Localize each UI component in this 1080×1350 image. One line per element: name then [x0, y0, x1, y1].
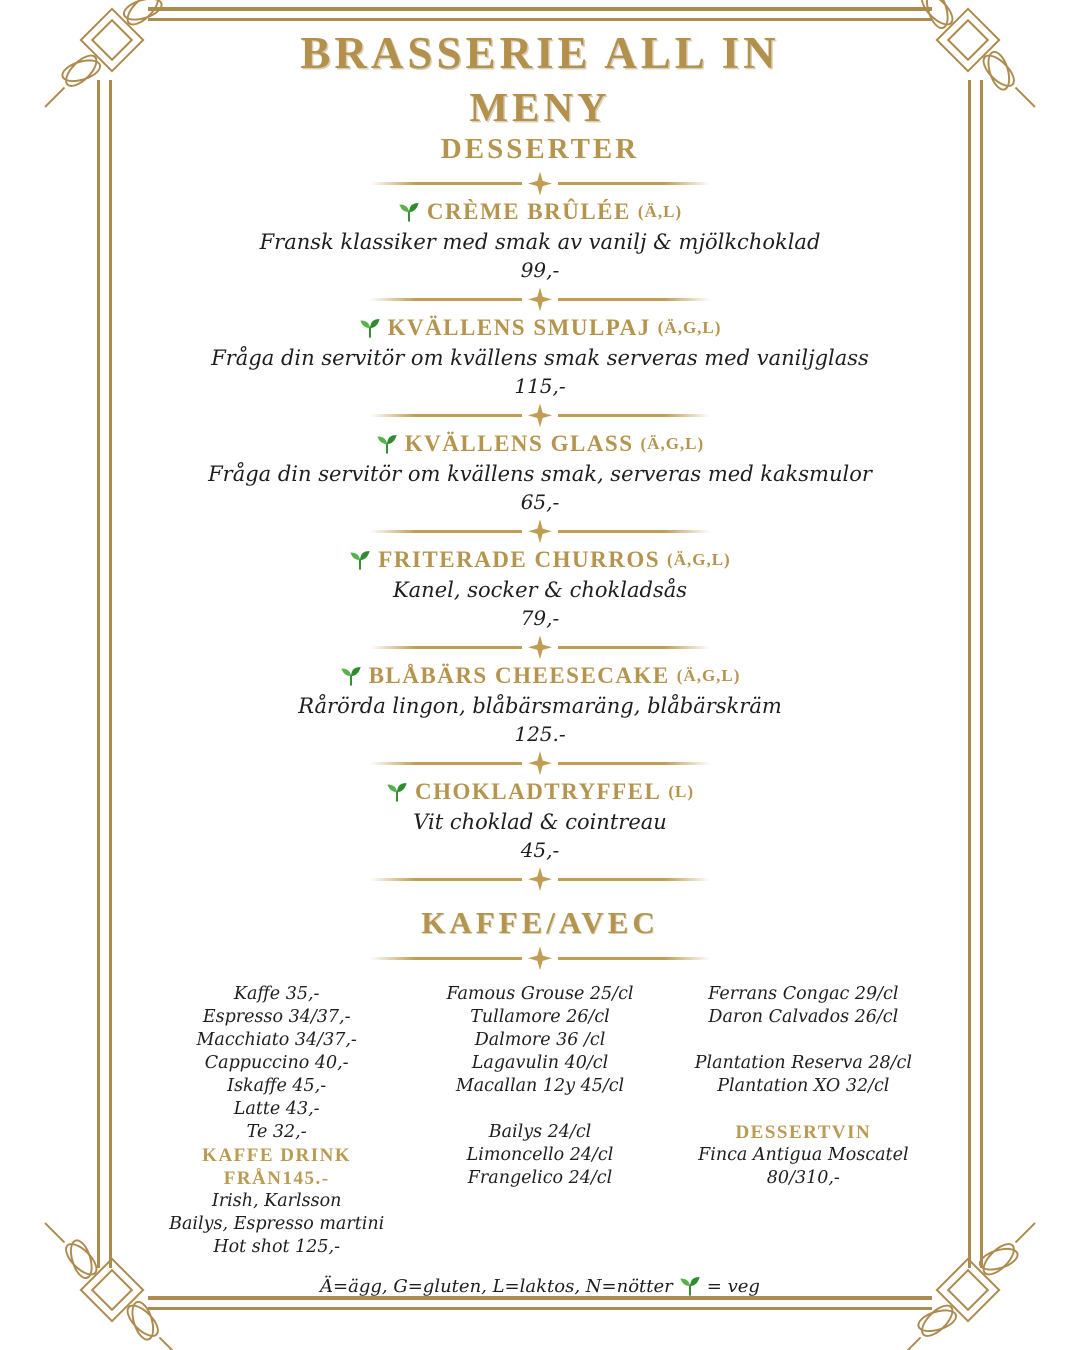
diamond-icon — [528, 867, 552, 891]
dessert-allergens: (Ä,L) — [637, 202, 683, 222]
section-title-kaffe-avec: KAFFE/AVEC — [421, 905, 659, 941]
dessert-name: KVÄLLENS GLASS — [404, 431, 634, 457]
coffee-avec-columns — [145, 983, 935, 1259]
diamond-icon — [528, 751, 552, 775]
coffee-line: Macallan 12y 45/cl — [455, 1076, 625, 1097]
coffee-line: Te 32,- — [246, 1122, 307, 1143]
coffee-line: Irish, Karlsson — [211, 1191, 342, 1212]
desserts-list — [0, 198, 1080, 890]
veg-sprout-icon — [349, 549, 371, 571]
coffee-line: Famous Grouse 25/cl — [446, 984, 634, 1005]
coffee-line: Plantation XO 32/cl — [717, 1076, 890, 1097]
veg-sprout-icon — [679, 1275, 701, 1297]
dessert-description: Rårörda lingon, blåbärsmaräng, blåbärskräm — [298, 693, 782, 718]
coffee-line: Latte 43,- — [233, 1099, 320, 1120]
ornament-divider — [370, 520, 710, 542]
dessert-allergens: (Ä,G,L) — [640, 433, 705, 453]
allergen-legend — [0, 1275, 1080, 1297]
dessert-description: Vit choklad & cointreau — [413, 809, 667, 834]
coffee-line: Bailys 24/cl — [488, 1122, 592, 1143]
dessert-item — [0, 546, 1080, 658]
coffee-line: Macchiato 34/37,- — [196, 1030, 357, 1051]
coffee-line — [408, 1098, 671, 1121]
coffee-line: Finca Antigua Moscatel — [698, 1145, 909, 1166]
coffee-line: Daron Calvados 26/cl — [708, 1007, 899, 1028]
dessert-description: Fråga din servitör om kvällens smak, serveras med kaksmulor — [208, 461, 872, 486]
coffee-line: Kaffe 35,- — [233, 984, 320, 1005]
diamond-icon — [528, 635, 552, 659]
dessert-item — [0, 778, 1080, 890]
coffee-line: Plantation Reserva 28/cl — [694, 1053, 912, 1074]
dessert-heading — [0, 778, 1080, 806]
menu-title: MENY — [469, 83, 611, 130]
dessert-name: CRÈME BRÛLÉE — [426, 199, 631, 225]
border-bottom-inner — [148, 1307, 932, 1310]
dessert-allergens: (Ä,G,L) — [667, 549, 731, 569]
ornament-divider — [370, 752, 710, 774]
dessert-heading — [0, 546, 1080, 574]
dessert-item — [0, 662, 1080, 774]
dessert-allergens: (Ä,G,L) — [657, 318, 722, 338]
section-title-desserter: DESSERTER — [440, 132, 640, 165]
diamond-icon — [528, 519, 552, 543]
dessert-allergens: (Ä,G,L) — [676, 665, 741, 685]
coffee-line — [672, 1029, 935, 1052]
dessert-description: Kanel, socker & chokladsås — [392, 577, 688, 602]
dessert-item — [0, 314, 1080, 426]
coffee-subheading: FRÅN145.- — [223, 1168, 330, 1190]
veg-legend-text: = veg — [706, 1275, 760, 1297]
dessert-heading — [0, 430, 1080, 458]
coffee-line: Bailys, Espresso martini — [169, 1214, 385, 1235]
coffee-line: Iskaffe 45,- — [227, 1076, 327, 1097]
dessert-price: 99,- — [520, 258, 560, 283]
dessert-name: BLÅBÄRS CHEESECAKE — [368, 663, 670, 689]
dessert-heading — [0, 198, 1080, 226]
dessert-description: Fråga din servitör om kvällens smak serveras med vaniljglass — [211, 346, 869, 371]
dessert-description: Fransk klassiker med smak av vanilj & mjölkchoklad — [259, 230, 821, 255]
coffee-line: Frangelico 24/cl — [467, 1168, 613, 1189]
dessert-item — [0, 430, 1080, 542]
diamond-icon — [528, 403, 552, 427]
coffee-line — [672, 1098, 935, 1121]
coffee-line: Tullamore 26/cl — [470, 1007, 610, 1028]
coffee-line: 80/310,- — [766, 1168, 840, 1189]
coffee-line: Hot shot 125,- — [213, 1237, 340, 1258]
dessert-price: 115,- — [514, 374, 566, 399]
dessert-heading — [0, 314, 1080, 342]
coffee-line: Cappuccino 40,- — [204, 1053, 349, 1074]
coffee-line: Espresso 34/37,- — [202, 1007, 351, 1028]
veg-sprout-icon — [359, 317, 381, 339]
coffee-line: Lagavulin 40/cl — [471, 1053, 609, 1074]
ornament-divider — [370, 404, 710, 426]
veg-sprout-icon — [376, 433, 398, 455]
diamond-icon — [528, 171, 552, 195]
dessert-item — [0, 198, 1080, 310]
coffee-line: Limoncello 24/cl — [466, 1145, 614, 1166]
restaurant-title: BRASSERIE ALL IN — [300, 28, 780, 78]
coffee-line: Ferrans Congac 29/cl — [708, 984, 899, 1005]
dessert-price: 79,- — [520, 606, 560, 631]
coffee-subheading: DESSERTVIN — [735, 1122, 872, 1144]
veg-sprout-icon — [386, 781, 408, 803]
dessert-name: CHOKLADTRYFFEL — [414, 779, 662, 805]
diamond-icon — [528, 946, 552, 970]
allergen-legend-text: Ä=ägg, G=gluten, L=laktos, N=nötter — [320, 1275, 673, 1297]
dessert-heading — [0, 662, 1080, 690]
diamond-icon — [528, 287, 552, 311]
ornament-divider — [370, 868, 710, 890]
coffee-column — [672, 983, 935, 1259]
coffee-column — [145, 983, 408, 1259]
veg-sprout-icon — [398, 201, 420, 223]
coffee-line: Dalmore 36 /cl — [474, 1030, 606, 1051]
dessert-name: KVÄLLENS SMULPAJ — [387, 315, 651, 341]
ornament-divider — [370, 172, 710, 194]
dessert-allergens: (L) — [668, 781, 695, 801]
veg-sprout-icon — [340, 665, 362, 687]
coffee-column — [408, 983, 671, 1259]
ornament-divider — [370, 947, 710, 969]
dessert-price: 65,- — [520, 490, 560, 515]
ornament-divider — [370, 288, 710, 310]
coffee-subheading: KAFFE DRINK — [202, 1145, 352, 1167]
dessert-name: FRITERADE CHURROS — [378, 547, 661, 573]
dessert-price: 45,- — [520, 838, 560, 863]
dessert-price: 125.- — [514, 722, 566, 747]
ornament-divider — [370, 636, 710, 658]
